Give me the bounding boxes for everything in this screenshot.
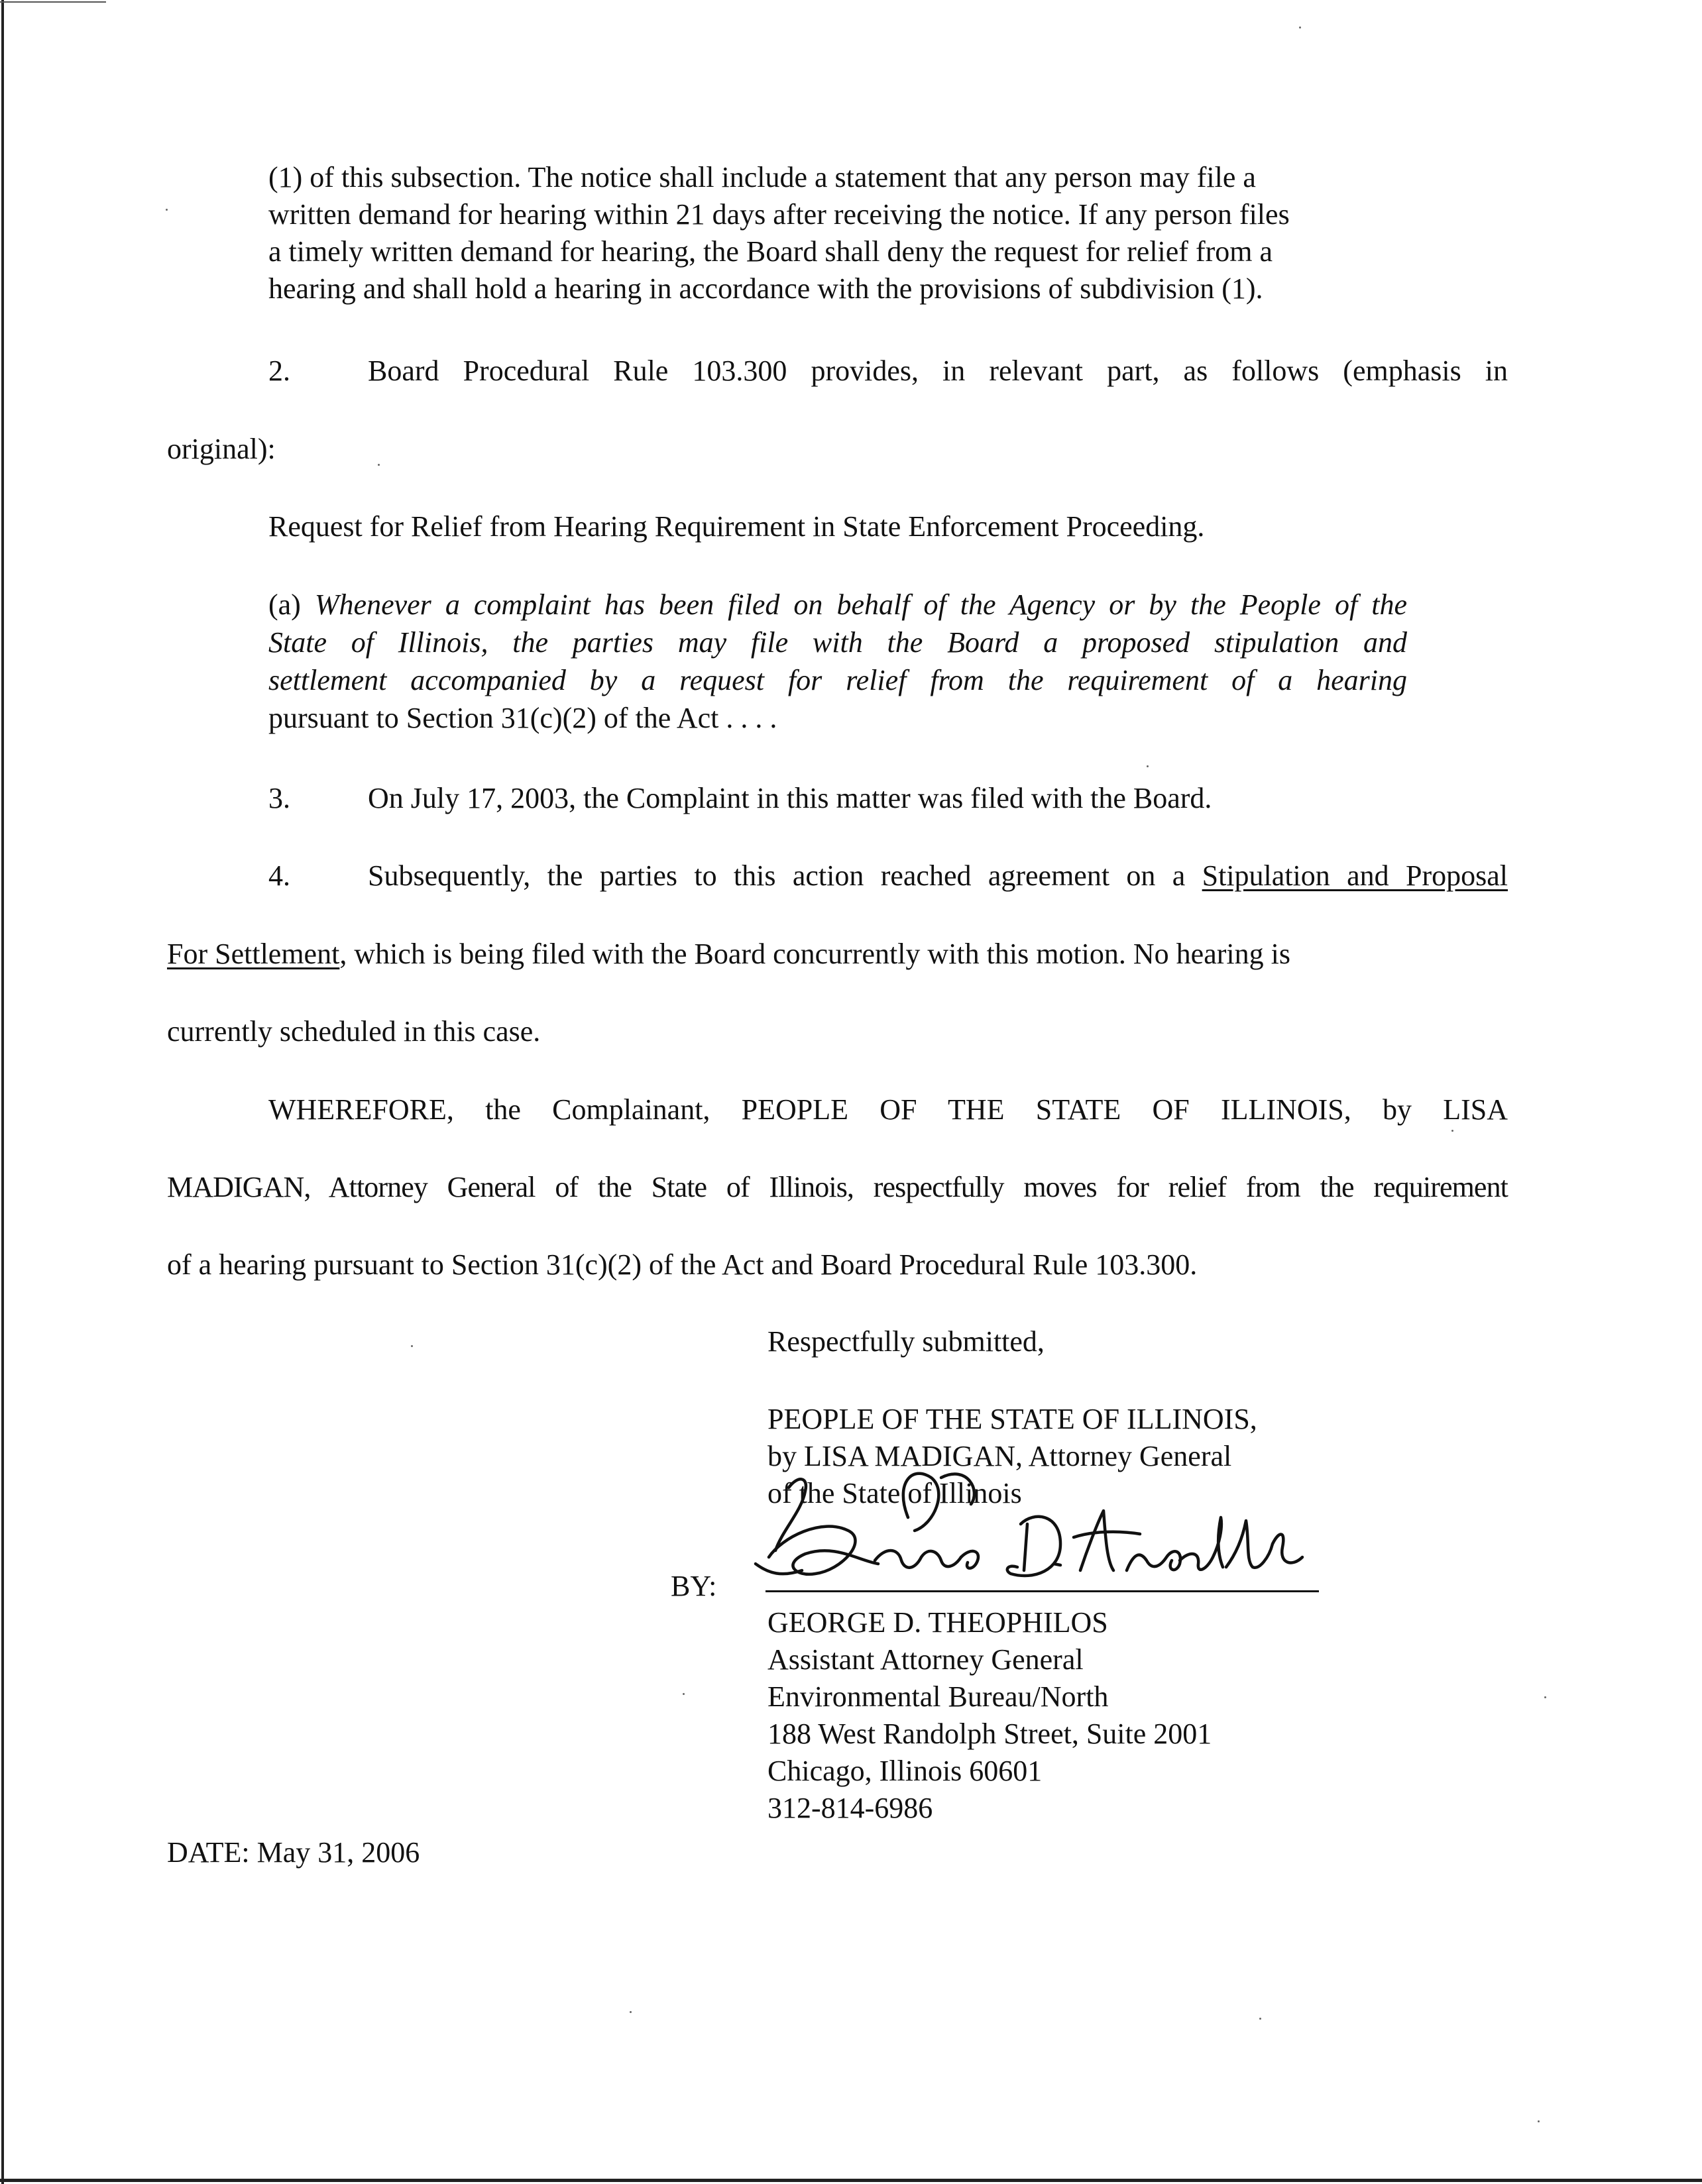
party-line-2: by LISA MADIGAN, Attorney General <box>767 1440 1232 1472</box>
para-3-number: 3. <box>268 782 290 814</box>
para-4-line-2 <box>167 940 1508 969</box>
scan-border-left <box>1 0 4 2184</box>
rule-text-line-1 <box>268 590 1407 620</box>
para-2-number: 2. <box>268 355 290 387</box>
phone: 312-814-6986 <box>767 1792 933 1824</box>
scan-speck <box>1538 2120 1540 2122</box>
scan-speck <box>1147 765 1149 767</box>
scan-border-top <box>0 1 106 3</box>
para-4-line-2-rest: , which is being filed with the Board concurrently with this motion. No hearing is <box>339 938 1290 970</box>
para-2-line-2: original): <box>167 433 276 465</box>
quote-line-3: a timely written demand for hearing, the Board shall deny the request for relief from a <box>268 235 1273 268</box>
para-4-number: 4. <box>268 859 290 892</box>
wherefore-line-1: WHEREFORE, the Complainant, PEOPLE OF THE STATE OF ILLINOIS, by LISA <box>268 1093 1508 1126</box>
para-3-text: On July 17, 2003, the Complaint in this matter was filed with the Board. <box>368 782 1212 814</box>
rule-text-line-4: pursuant to Section 31(c)(2) of the Act . . . . <box>268 702 777 734</box>
rule-text-line-2: State of Illinois, the parties may file with the Board a proposed stipulation and <box>268 626 1407 659</box>
scan-speck <box>378 464 380 466</box>
signature-line <box>766 1590 1319 1592</box>
para-2-line-1: Board Procedural Rule 103.300 provides, in relevant part, as follows (emphasis in <box>368 355 1508 387</box>
scan-speck <box>166 209 168 211</box>
rule-text-italic-1: Whenever a complaint has been filed on behalf of the Agency or by the People of the <box>314 588 1407 621</box>
party-line-1: PEOPLE OF THE STATE OF ILLINOIS, <box>767 1403 1257 1435</box>
wherefore-line-3: of a hearing pursuant to Section 31(c)(2) of the Act and Board Procedural Rule 103.300. <box>167 1248 1198 1281</box>
scan-speck <box>1259 2018 1261 2020</box>
stipulation-title-part-1: Stipulation and Proposal <box>1202 859 1508 892</box>
signer-name: GEORGE D. THEOPHILOS <box>767 1606 1108 1639</box>
rule-text-line-3: settlement accompanied by a request for relief from the requirement of a hearing <box>268 664 1407 696</box>
stipulation-title-part-2: For Settlement <box>167 938 340 970</box>
scan-speck <box>1451 1130 1453 1132</box>
scan-speck <box>411 1345 413 1347</box>
scan-border-bottom <box>0 2179 1702 2182</box>
rule-text-prefix: (a) <box>268 588 301 621</box>
party-line-3: of the State of Illinois <box>767 1477 1022 1509</box>
date-line: DATE: May 31, 2006 <box>167 1836 420 1869</box>
para-4-line-1 <box>368 861 1508 891</box>
scan-speck <box>1299 27 1301 28</box>
rule-heading: Request for Relief from Hearing Requirement in State Enforcement Proceeding. <box>268 510 1205 543</box>
closing: Respectfully submitted, <box>767 1325 1045 1358</box>
scan-speck <box>683 1693 685 1695</box>
para-4-line-3: currently scheduled in this case. <box>167 1015 541 1048</box>
handwritten-signature <box>742 1438 1339 1610</box>
para-4-line-1-prefix: Subsequently, the parties to this action reached agreement on a <box>368 859 1186 892</box>
wherefore-line-2: MADIGAN, Attorney General of the State of Illinois, respectfully moves for relief from the requirement <box>167 1171 1508 1203</box>
by-label: BY: <box>671 1570 717 1602</box>
quote-line-1: (1) of this subsection. The notice shall include a statement that any person may file a <box>268 161 1256 193</box>
signer-office: Environmental Bureau/North <box>767 1680 1109 1713</box>
scan-speck <box>1544 1696 1546 1698</box>
signer-title: Assistant Attorney General <box>767 1643 1084 1676</box>
quote-line-2: written demand for hearing within 21 days after receiving the notice. If any person files <box>268 198 1290 231</box>
scan-speck <box>630 2011 632 2013</box>
quote-line-4: hearing and shall hold a hearing in accordance with the provisions of subdivision (1). <box>268 272 1263 305</box>
address-line-2: Chicago, Illinois 60601 <box>767 1755 1043 1787</box>
address-line-1: 188 West Randolph Street, Suite 2001 <box>767 1718 1212 1750</box>
